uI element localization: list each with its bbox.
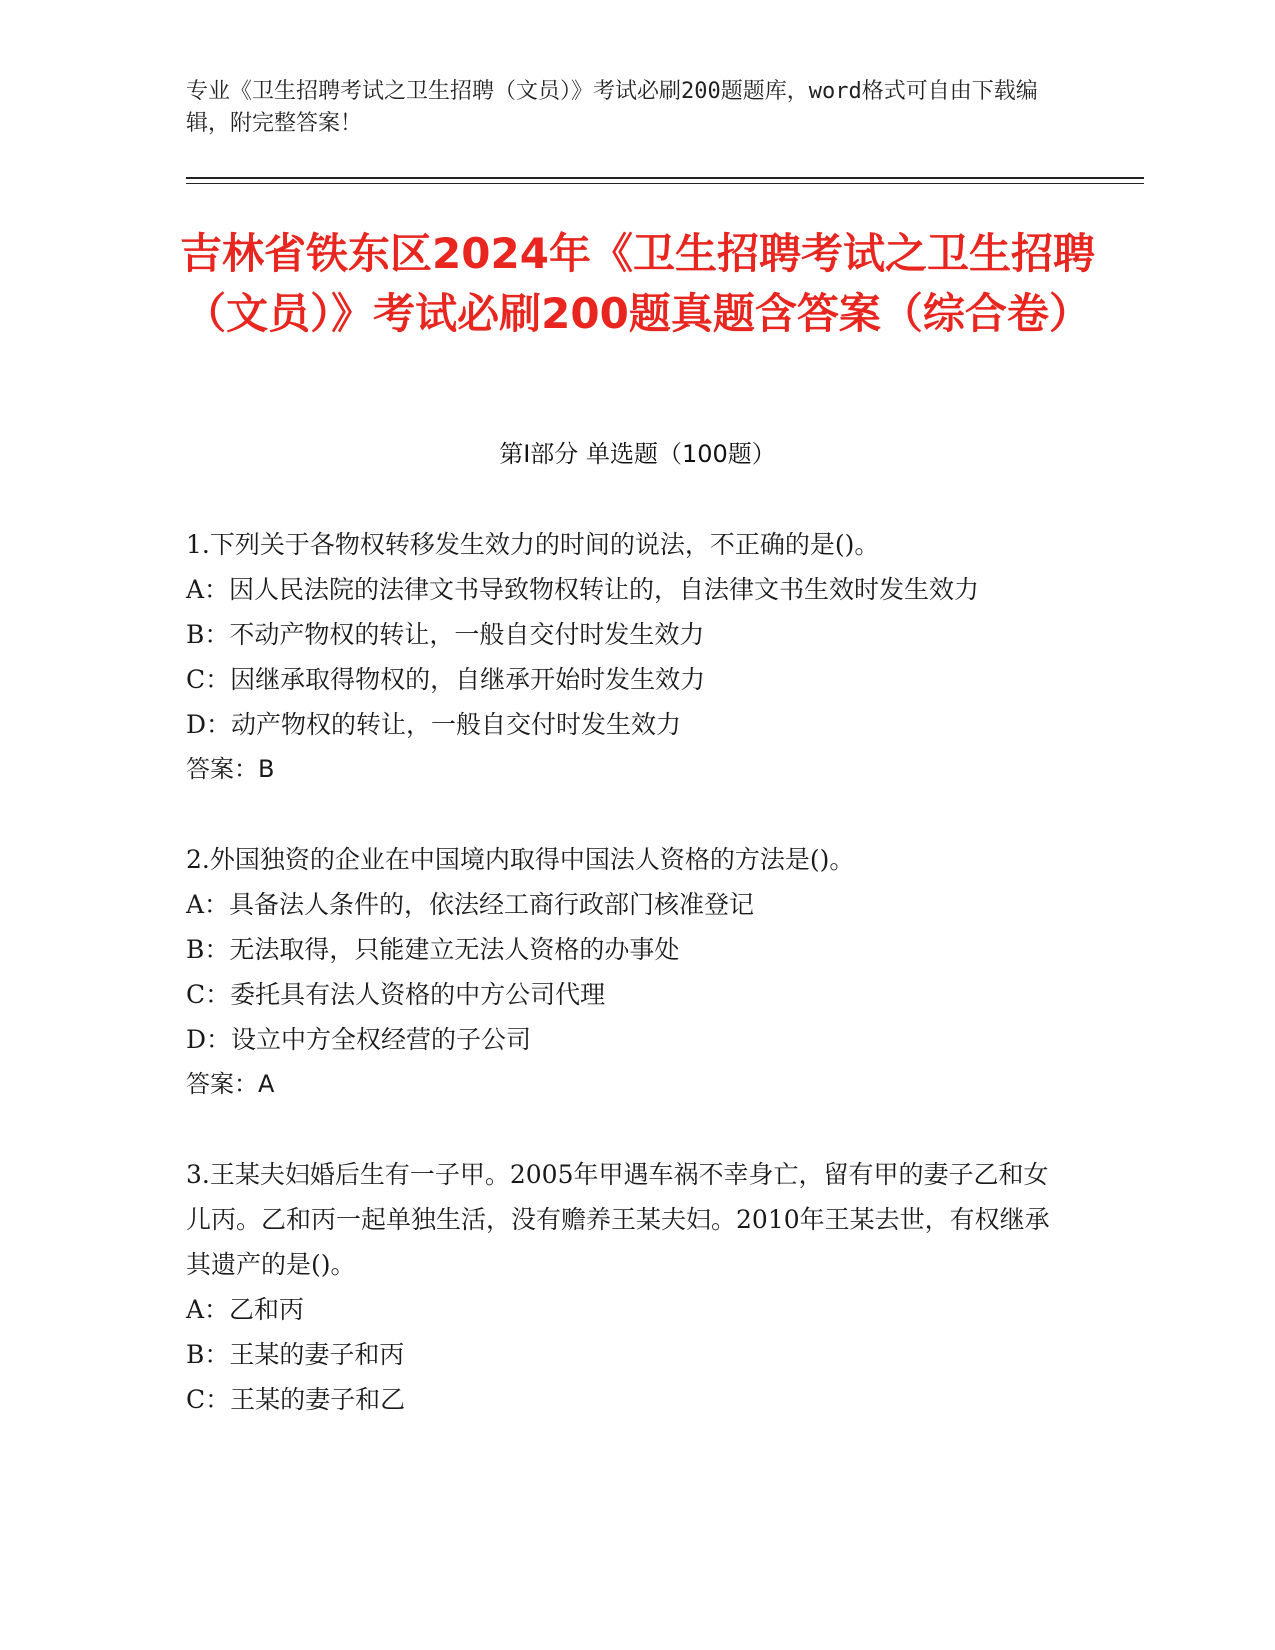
option-b: B：不动产物权的转让，一般自交付时发生效力 bbox=[186, 620, 705, 649]
question-stem: 1.下列关于各物权转移发生效力的时间的说法，不正确的是()。 bbox=[186, 530, 880, 559]
option-c: C：王某的妻子和乙 bbox=[186, 1385, 406, 1414]
option-d: D：动产物权的转让，一般自交付时发生效力 bbox=[186, 710, 682, 739]
section-heading: 第I部分 单选题（100题） bbox=[499, 440, 776, 468]
header-note: 专业《卫生招聘考试之卫生招聘（文员）》考试必刷200题题库，word格式可自由下载编辑，附完整答案！ bbox=[186, 79, 1038, 136]
question-2 bbox=[186, 837, 1066, 1107]
question-3 bbox=[186, 1152, 1066, 1422]
answer: 答案：A bbox=[186, 1070, 275, 1098]
option-b: B：无法取得，只能建立无法人资格的办事处 bbox=[186, 935, 680, 964]
option-c: C：委托具有法人资格的中方公司代理 bbox=[186, 980, 606, 1009]
question-stem: 3.王某夫妇婚后生有一子甲。2005年甲遇车祸不幸身亡，留有甲的妻子乙和女儿丙。乙和丙一起单独生活，没有赡养王某夫妇。2010年王某去世，有权继承其遗产的是()。 bbox=[186, 1160, 1050, 1279]
question-list bbox=[186, 522, 1066, 1467]
option-a: A：具备法人条件的，依法经工商行政部门核准登记 bbox=[186, 890, 755, 919]
question-1 bbox=[186, 522, 1066, 792]
question-stem: 2.外国独资的企业在中国境内取得中国法人资格的方法是()。 bbox=[186, 845, 855, 874]
option-c: C：因继承取得物权的，自继承开始时发生效力 bbox=[186, 665, 706, 694]
option-d: D：设立中方全权经营的子公司 bbox=[186, 1025, 532, 1054]
option-b: B：王某的妻子和丙 bbox=[186, 1340, 405, 1369]
answer: 答案：B bbox=[186, 755, 275, 783]
document-title: 吉林省铁东区2024年《卫生招聘考试之卫生招聘（文员）》考试必刷200题真题含答案（综合卷） bbox=[180, 229, 1095, 338]
option-a: A：因人民法院的法律文书导致物权转让的，自法律文书生效时发生效力 bbox=[186, 575, 980, 604]
header-divider-thin bbox=[186, 183, 1144, 184]
header-divider-thick bbox=[186, 177, 1144, 179]
option-a: A：乙和丙 bbox=[186, 1295, 305, 1324]
